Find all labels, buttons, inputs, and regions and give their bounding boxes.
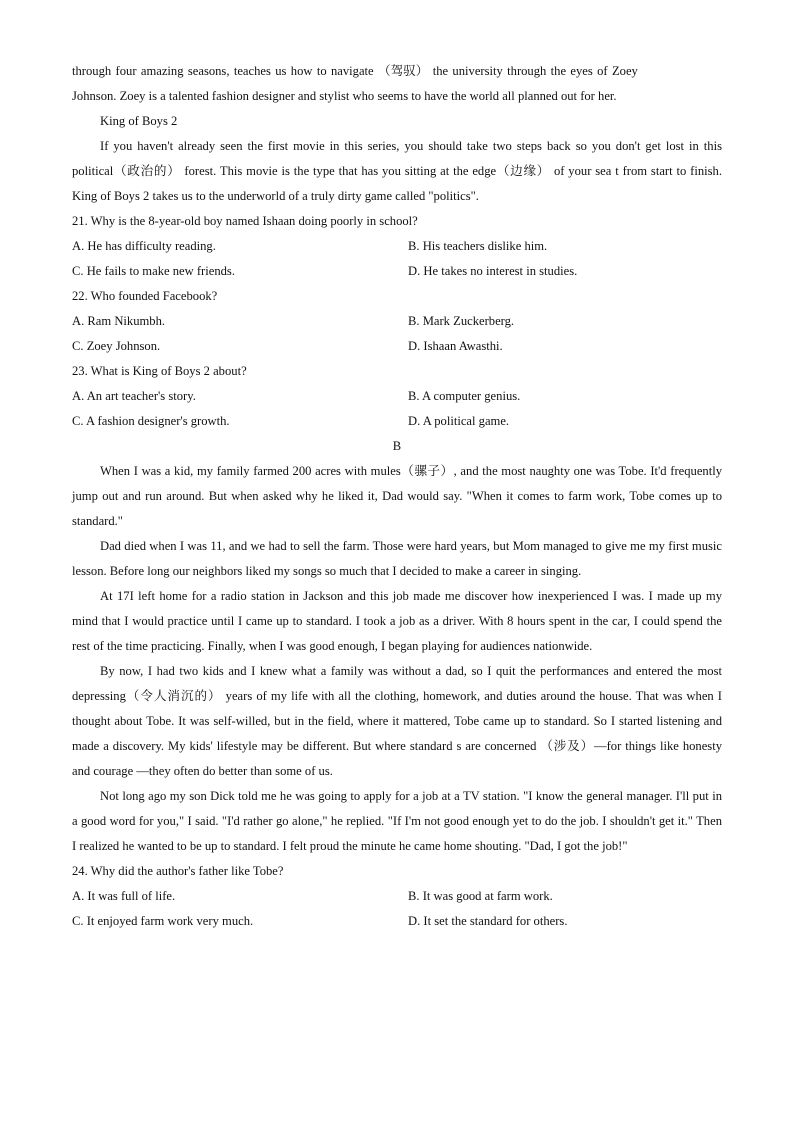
question-stem: 21. Why is the 8-year-old boy named Ishaan doing poorly in school?	[72, 214, 418, 228]
intro-line-1: through four amazing seasons, teaches us how to navigate （驾驭） the university through the eyes of Zoey	[72, 64, 638, 78]
options-grid	[72, 884, 722, 934]
option-c: C. Zoey Johnson.	[72, 339, 161, 353]
option-d: D. It set the standard for others.	[408, 914, 568, 928]
option-d: D. He takes no interest in studies.	[408, 264, 578, 278]
options-grid	[72, 384, 722, 434]
option-a: A. An art teacher's story.	[72, 389, 196, 403]
option-b: B. A computer genius.	[408, 389, 521, 403]
passage-paragraph: Not long ago my son Dick told me he was going to apply for a job at a TV station. "I know the general manager. I'll put in a good word for you," I said. "I'd rather go alone," he replied. "If I'm not good enough yet to do the job. I shouldn't get it." Then I realized he wanted to be up to standard. I felt proud the minute he came home shouting. "Dad, I got the job!"	[72, 789, 722, 853]
option-a: A. Ram Nikumbh.	[72, 314, 166, 328]
question-stem: 23. What is King of Boys 2 about?	[72, 364, 247, 378]
passage-paragraph: When I was a kid, my family farmed 200 acres with mules（骡子）, and the most naughty one was Tobe. It'd frequently jump out and run around. But when asked why he liked it, Dad would say. "When it comes to farm work, Tobe comes up to standard."	[72, 464, 722, 528]
options-grid	[72, 309, 722, 359]
option-b: B. Mark Zuckerberg.	[408, 314, 515, 328]
question-stem: 24. Why did the author's father like Tobe?	[72, 864, 284, 878]
option-b: B. His teachers dislike him.	[408, 239, 548, 253]
passage-paragraph: By now, I had two kids and I knew what a family was without a dad, so I quit the performances and entered the most depressing（令人消沉的） years of my life with all the clothing, homework, and duties around the house. That was when I thought about Tobe. It was self-willed, but in the field, where it mattered, Tobe came up to standard. So I started listening and made a discovery. My kids' lifestyle may be different. But where standard s are concerned （涉及）—for things like honesty and courage —they often do better than some of us.	[72, 664, 722, 778]
option-c: C. It enjoyed farm work very much.	[72, 914, 254, 928]
movie-title: King of Boys 2	[100, 114, 178, 128]
movie-paragraph: If you haven't already seen the first movie in this series, you should take two steps back so you don't get lost in this political（政治的） forest. This movie is the type that has you sitting at the edge（边缘） of your sea t from start to finish. King of Boys 2 takes us to the underworld of a truly dirty game called "politics".	[72, 139, 722, 203]
intro-line-2: Johnson. Zoey is a talented fashion designer and stylist who seems to have the world all planned out for her.	[72, 89, 617, 103]
option-c: C. He fails to make new friends.	[72, 264, 235, 278]
passage-paragraph: Dad died when I was 11, and we had to sell the farm. Those were hard years, but Mom managed to give me my first music lesson. Before long our neighbors liked my songs so much that I decided to make a career in singing.	[72, 539, 722, 578]
option-a: A. He has difficulty reading.	[72, 239, 216, 253]
question-21	[72, 209, 722, 284]
option-c: C. A fashion designer's growth.	[72, 414, 230, 428]
option-a: A. It was full of life.	[72, 889, 176, 903]
option-b: B. It was good at farm work.	[408, 889, 553, 903]
options-grid	[72, 234, 722, 284]
option-d: D. A political game.	[408, 414, 510, 428]
document-page	[72, 59, 722, 934]
question-24	[72, 859, 722, 934]
section-heading: B	[392, 439, 402, 453]
question-23	[72, 359, 722, 434]
question-stem: 22. Who founded Facebook?	[72, 289, 218, 303]
passage-paragraph: At 17I left home for a radio station in Jackson and this job made me discover how inexperienced I was. I made up my mind that I would practice until I came up to standard. I took a job as a driver. With 8 hours spent in the car, I could spend the rest of the time practicing. Finally, when I was good enough, I began playing for audiences nationwide.	[72, 589, 722, 653]
option-d: D. Ishaan Awasthi.	[408, 339, 503, 353]
question-22	[72, 284, 722, 359]
